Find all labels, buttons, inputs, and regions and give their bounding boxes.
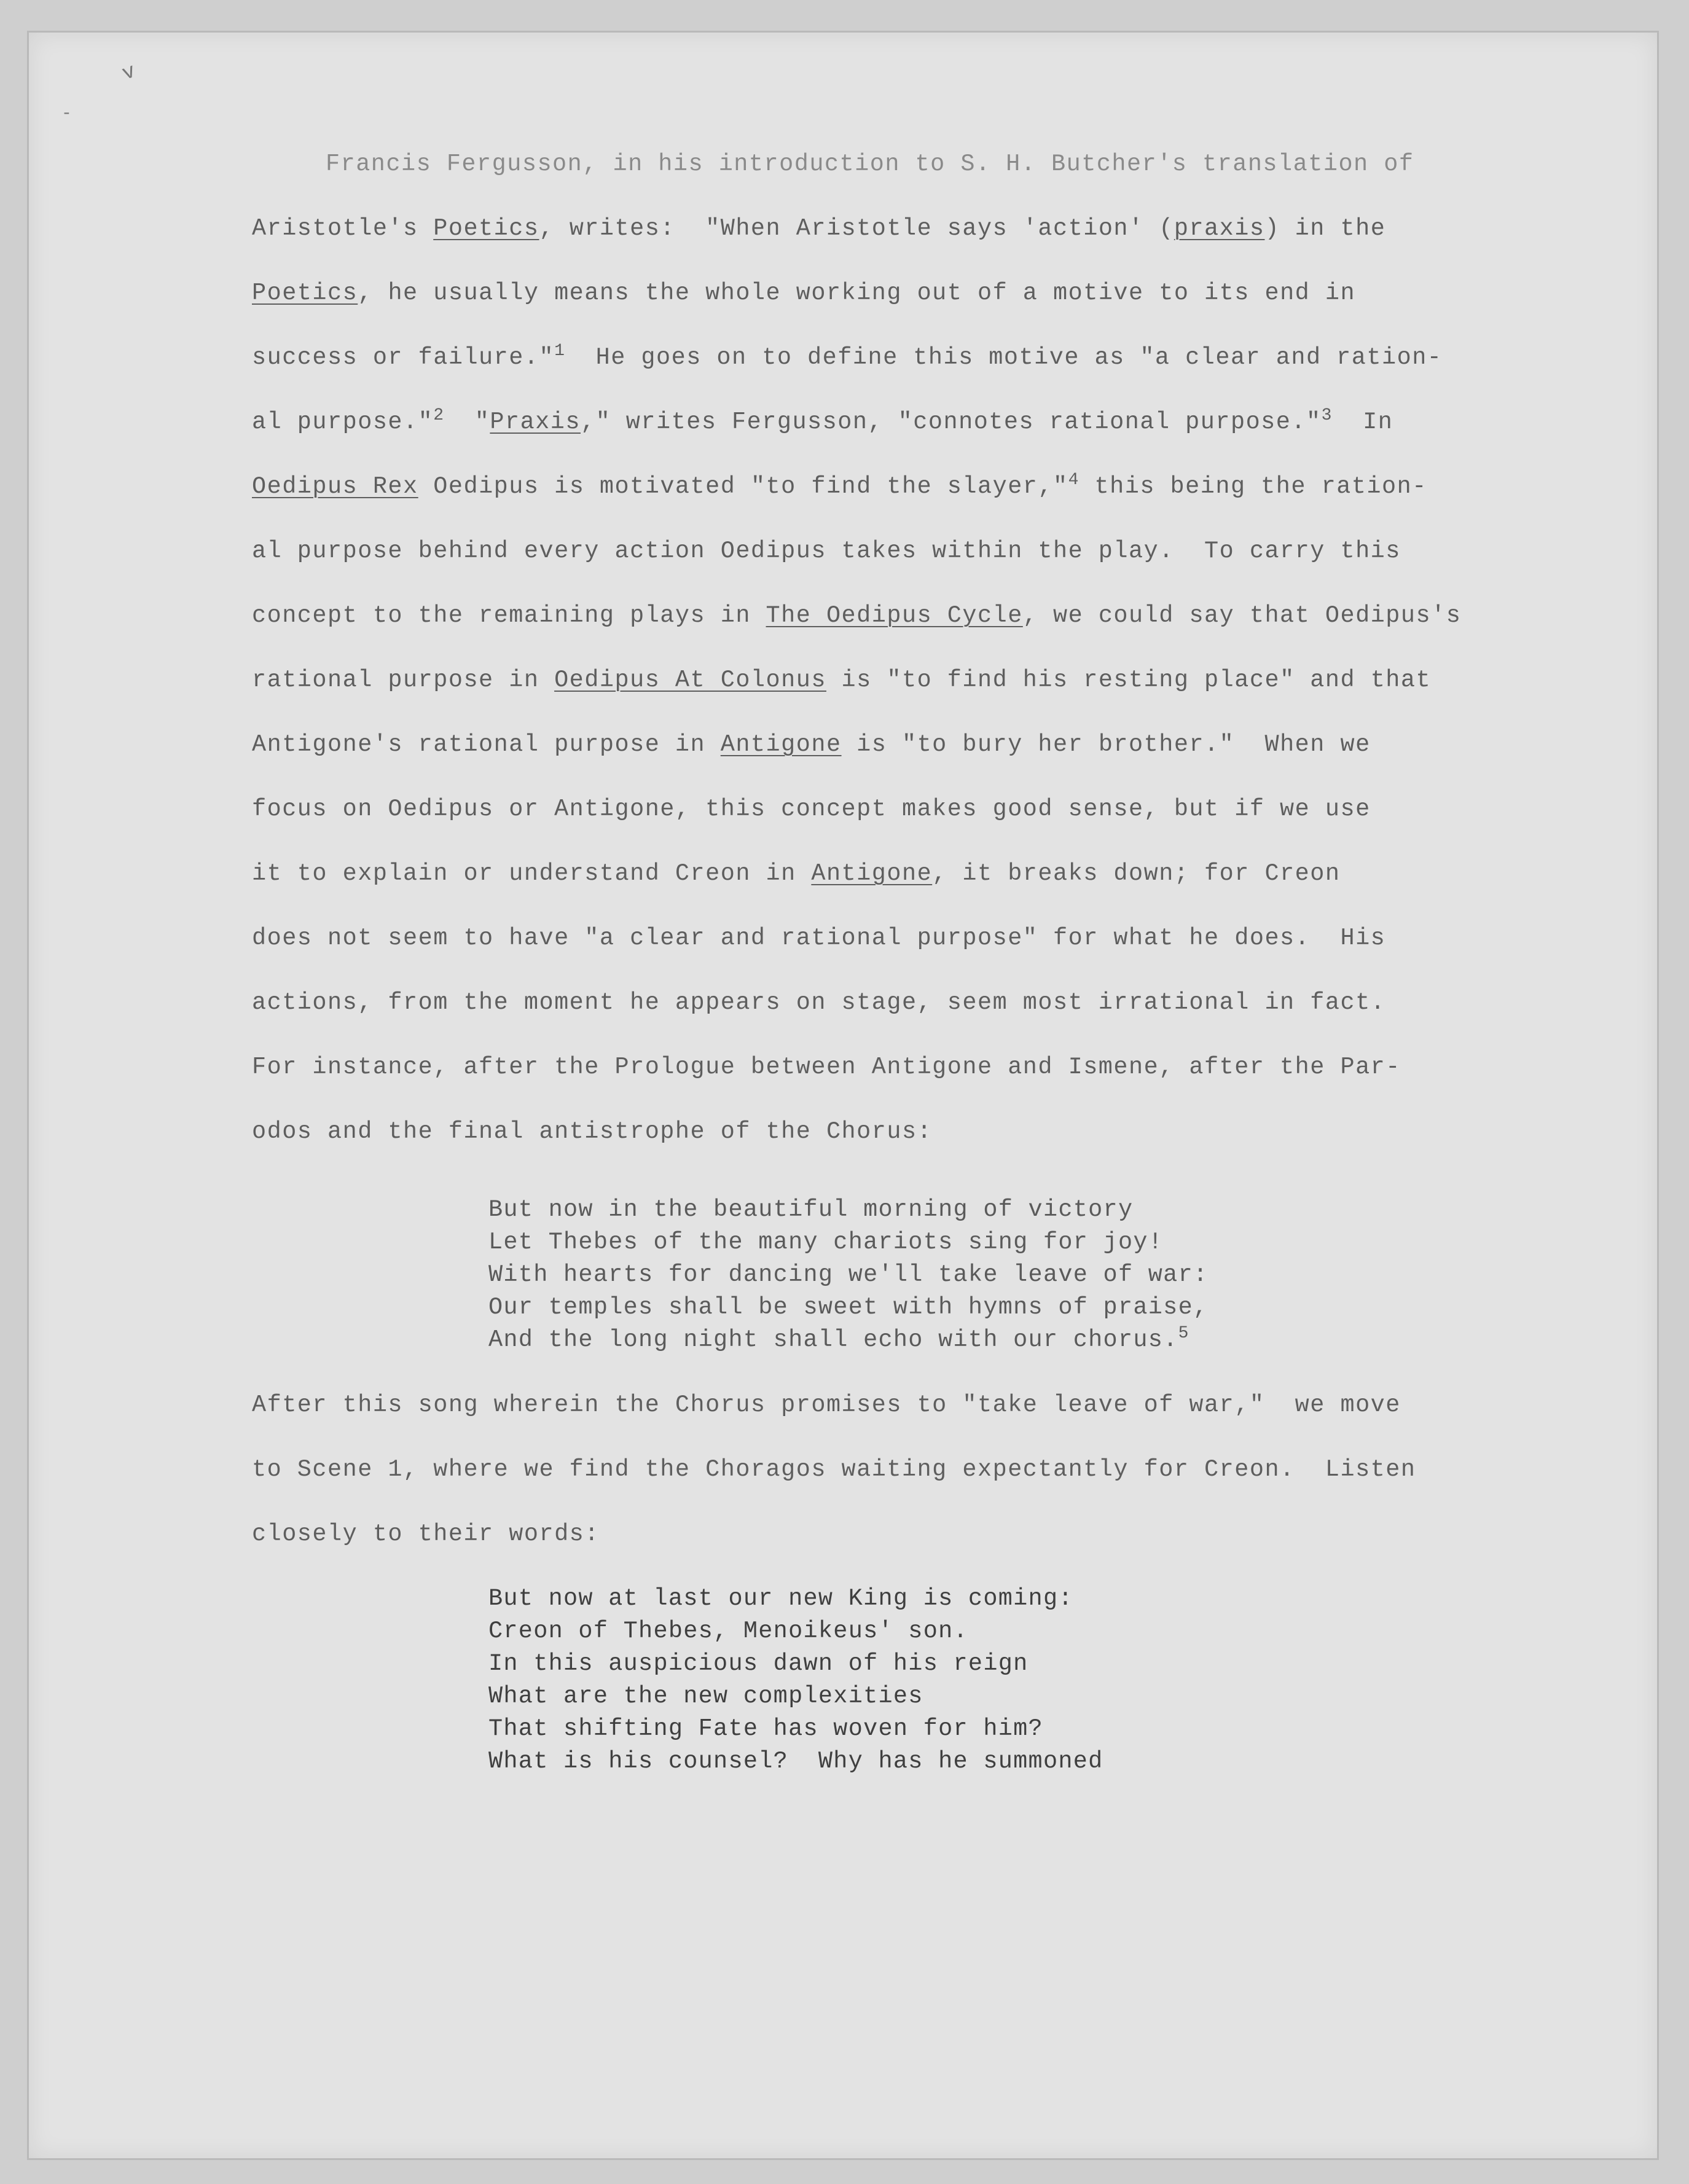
verse-line: What is his counsel? Why has he summoned [488,1748,1103,1775]
paragraph-line: to Scene 1, where we find the Choragos waiting expectantly for Creon. Listen [252,1456,1416,1483]
verse-line: Our temples shall be sweet with hymns of praise, [488,1294,1209,1321]
paragraph-line: Poetics, he usually means the whole working out of a motive to its end in [252,280,1356,307]
paragraph-line: concept to the remaining plays in The Oedipus Cycle, we could say that Oedipus's [252,602,1462,629]
paragraph-line: Antigone's rational purpose in Antigone is "to bury her brother." When we [252,731,1371,758]
paragraph-line: For instance, after the Prologue between Antigone and Ismene, after the Par- [252,1054,1401,1081]
paragraph-line: Aristotle's Poetics, writes: "When Aristotle says 'action' (praxis) in the [252,215,1386,242]
title-poetics: Poetics [433,215,539,242]
term-praxis: Praxis [490,409,581,436]
paragraph-line: does not seem to have "a clear and rational purpose" for what he does. His [252,925,1386,952]
title-oedipus-rex: Oedipus Rex [252,473,418,500]
title-antigone: Antigone [811,860,933,887]
verse-line: Creon of Thebes, Menoikeus' son. [488,1618,968,1645]
verse-line: That shifting Fate has woven for him? [488,1715,1043,1742]
paragraph-line: Francis Fergusson, in his introduction to S. H. Butcher's translation of [326,151,1414,178]
verse-line: With hearts for dancing we'll take leave of war: [488,1261,1209,1288]
verse-line: And the long night shall echo with our chorus.$^5$ [488,1324,1189,1353]
verse-line: But now at last our new King is coming: [488,1585,1073,1612]
paragraph-line: it to explain or understand Creon in Antigone, it breaks down; for Creon [252,860,1341,887]
term-praxis: praxis [1174,215,1265,242]
corner-mark: v [119,60,139,87]
verse-line: What are the new complexities [488,1683,923,1710]
paragraph-line: rational purpose in Oedipus At Colonus is "to find his resting place" and that [252,667,1432,694]
verse-line: In this auspicious dawn of his reign [488,1650,1029,1677]
side-mark: - [61,104,72,123]
title-antigone: Antigone [720,731,842,758]
footnote-ref: 5 [1178,1324,1189,1343]
paragraph-line: odos and the final antistrophe of the Chorus: [252,1118,933,1145]
paragraph-line: After this song wherein the Chorus promises to "take leave of war," we move [252,1391,1401,1419]
verse-line: Let Thebes of the many chariots sing for joy! [488,1229,1164,1256]
title-oedipus-cycle: The Oedipus Cycle [766,602,1023,629]
paragraph-line: focus on Oedipus or Antigone, this concept makes good sense, but if we use [252,796,1371,823]
footnote-ref: 4 [1068,471,1080,490]
footnote-ref: 1 [554,342,566,361]
title-poetics: Poetics [252,280,358,307]
paragraph-line: Oedipus Rex Oedipus is motivated "to find the slayer,"$^4$ this being the ration- [252,471,1427,500]
paragraph-line: actions, from the moment he appears on stage, seem most irrational in fact. [252,989,1386,1016]
footnote-ref: 3 [1321,406,1333,425]
title-oedipus-at-colonus: Oedipus At Colonus [554,667,826,694]
paragraph-line: al purpose."$^2$ "Praxis," writes Fergusson, "connotes rational purpose."$^3$ In [252,406,1393,436]
verse-line: But now in the beautiful morning of victory [488,1196,1134,1223]
paragraph-line: closely to their words: [252,1521,600,1548]
paragraph-line: al purpose behind every action Oedipus takes within the play. To carry this [252,538,1401,565]
paragraph-line: success or failure."$^1$ He goes on to define this motive as "a clear and ration- [252,342,1443,371]
footnote-ref: 2 [433,406,445,425]
